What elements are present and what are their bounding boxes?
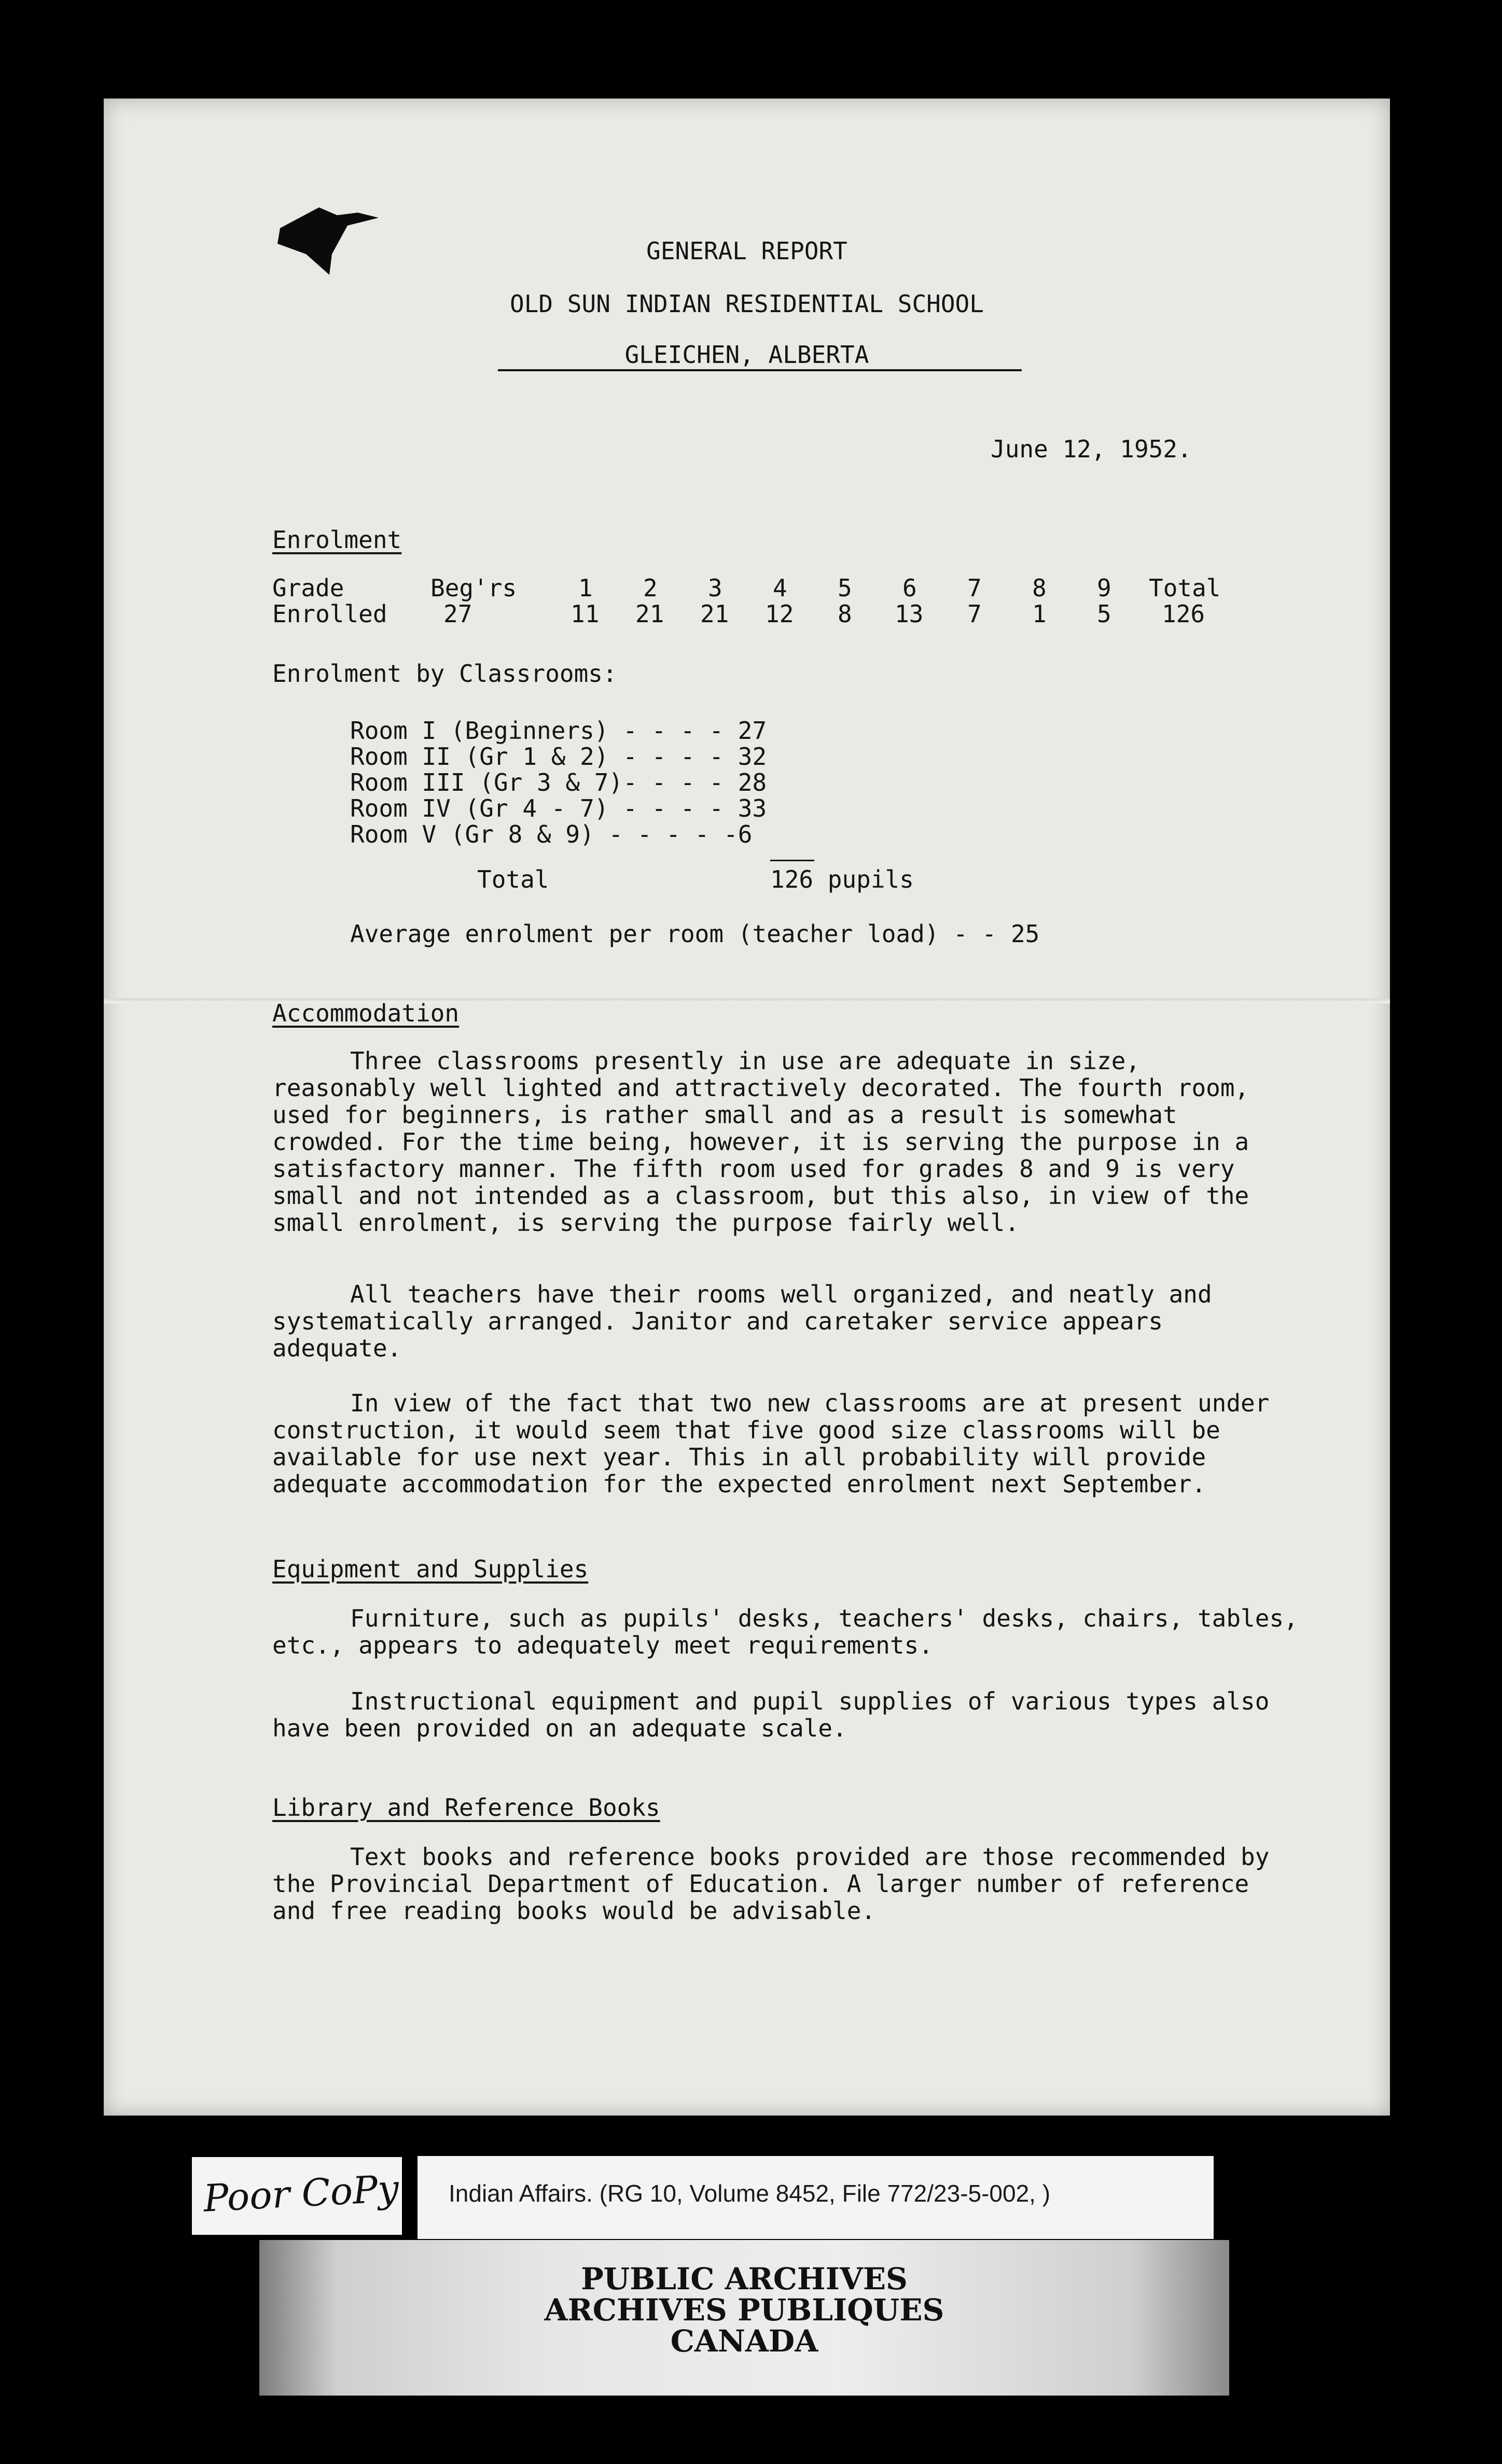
archive-citation-label xyxy=(418,2156,1214,2239)
room-line: Room III (Gr 3 & 7)- - - - 28 xyxy=(350,768,767,796)
school-location: GLEICHEN, ALBERTA xyxy=(624,341,869,369)
equipment-paragraph-1: Furniture, such as pupils' desks, teachers' desks, chairs, tables, etc., appears to adequately meet requirements. xyxy=(272,1604,1298,1659)
grade-cell: 1 xyxy=(578,574,593,602)
classrooms-label: Enrolment by Classrooms: xyxy=(272,660,617,688)
room-line: Room V (Gr 8 & 9) - - - - -6 xyxy=(350,820,753,848)
report-title: GENERAL REPORT xyxy=(646,237,847,265)
enrolled-cell: 27 xyxy=(443,600,472,628)
archive-stamp xyxy=(259,2240,1229,2396)
enrolled-cell: 21 xyxy=(700,600,729,628)
equipment-paragraph-2: Instructional equipment and pupil supplies of various types also have been provided on an adequate scale. xyxy=(272,1687,1270,1742)
document-page xyxy=(104,99,1390,2116)
poor-copy-text: Poor CoPy xyxy=(202,2166,400,2220)
grade-cell: 5 xyxy=(838,574,852,602)
grade-cell: Total xyxy=(1149,574,1221,602)
average-enrolment: Average enrolment per room (teacher load) - - 25 xyxy=(350,920,1040,948)
grade-label: Grade xyxy=(272,574,344,602)
enrolled-cell: 1 xyxy=(1032,600,1047,628)
report-date: June 12, 1952. xyxy=(991,435,1192,463)
library-paragraph: Text books and reference books provided are those recommended by the Provincial Department of Education. A larger number of reference and free reading books would be advisable. xyxy=(272,1843,1270,1925)
room-line: Room II (Gr 1 & 2) - - - - 32 xyxy=(350,743,767,771)
total-value: 126 pupils xyxy=(770,865,914,893)
accommodation-paragraph-2: All teachers have their rooms well organized, and neatly and systematically arranged. Janitor and caretaker service appears adequate. xyxy=(272,1280,1212,1362)
stamp-line-3: CANADA xyxy=(670,2323,818,2359)
header-rule xyxy=(498,369,1022,371)
accommodation-paragraph-3: In view of the fact that two new classrooms are at present under construction, it would seem that five good size classrooms will be available for use next year. This in all probability will provide adequate accommodation for the expected enrolment next September. xyxy=(272,1389,1270,1498)
poor-copy-note xyxy=(192,2157,402,2235)
enrolled-cell: 8 xyxy=(838,600,852,628)
total-label: Total xyxy=(477,865,549,893)
grade-cell: 3 xyxy=(708,574,722,602)
enrolled-row xyxy=(272,600,1258,627)
stamp-line-2: ARCHIVES PUBLIQUES xyxy=(544,2292,944,2328)
grade-cell: 2 xyxy=(643,574,658,602)
grade-row xyxy=(272,575,1258,601)
accommodation-paragraph-1: Three classrooms presently in use are adequate in size, reasonably well lighted and attractively decorated. The fourth room, used for beginners, is rather small and as a result is somewhat crowded. For the time being, however, it is serving the purpose in a satisfactory manner. The fifth room used for grades 8 and 9 is very small and not intended as a classroom, but this also, in view of the small enrolment, is serving the purpose fairly well. xyxy=(272,1047,1249,1237)
enrolled-cell: 21 xyxy=(635,600,664,628)
grade-cell: 8 xyxy=(1032,574,1047,602)
room-line: Room I (Beginners) - - - - 27 xyxy=(350,717,767,745)
enrolled-cell: 5 xyxy=(1097,600,1111,628)
grade-cell: Beg'rs xyxy=(430,574,517,602)
grade-cell: 7 xyxy=(967,574,982,602)
equipment-heading: Equipment and Supplies xyxy=(272,1555,589,1583)
enrolled-cell: 7 xyxy=(967,600,982,628)
grade-cell: 4 xyxy=(773,574,787,602)
enrolled-cell: 11 xyxy=(571,600,600,628)
enrolled-cell: 126 xyxy=(1162,600,1205,628)
enrolled-cell: 13 xyxy=(895,600,924,628)
enrolled-cell: 12 xyxy=(765,600,794,628)
grade-cell: 6 xyxy=(902,574,917,602)
room-line: Room IV (Gr 4 - 7) - - - - 33 xyxy=(350,794,767,822)
enrolled-label: Enrolled xyxy=(272,600,387,628)
school-name: OLD SUN INDIAN RESIDENTIAL SCHOOL xyxy=(510,290,984,318)
library-heading: Library and Reference Books xyxy=(272,1794,660,1822)
accommodation-heading: Accommodation xyxy=(272,999,460,1027)
archive-citation-text: Indian Affairs. (RG 10, Volume 8452, File 772/23-5-002, ) xyxy=(449,2180,1051,2207)
stamp-line-1: PUBLIC ARCHIVES xyxy=(581,2261,908,2297)
grade-cell: 9 xyxy=(1097,574,1111,602)
total-overline xyxy=(770,860,814,861)
enrolment-heading: Enrolment xyxy=(272,526,402,554)
